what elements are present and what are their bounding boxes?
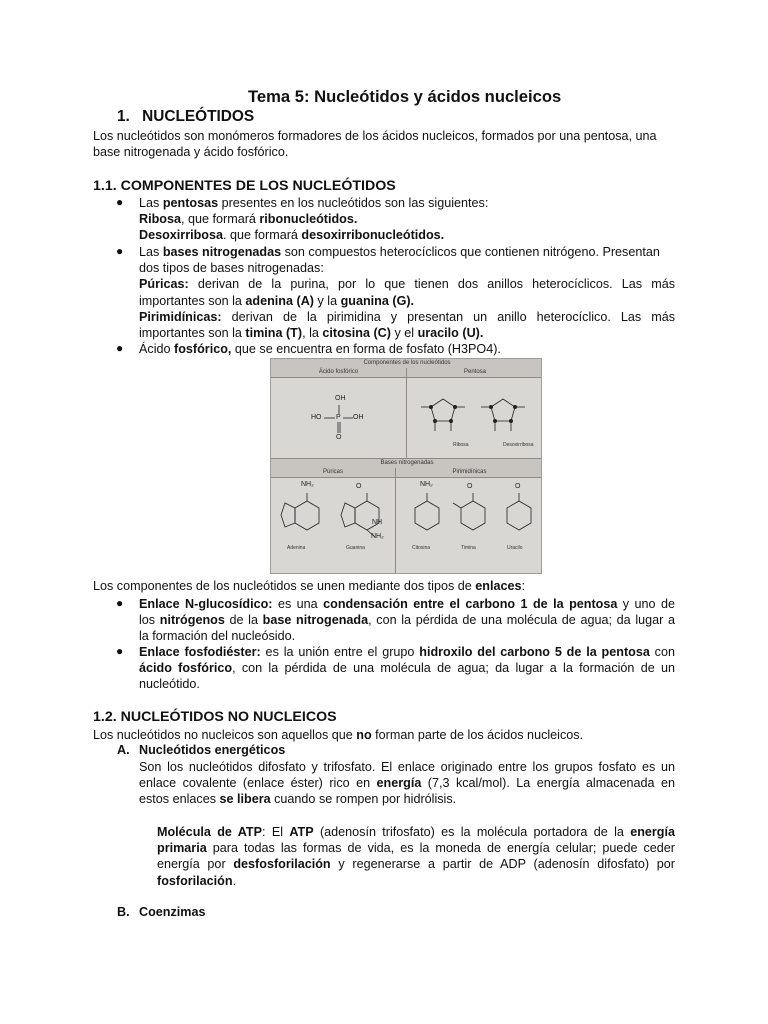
section-1-2-heading: 1.2. NUCLEÓTIDOS NO NUCLEICOS: [93, 709, 337, 725]
figure-label-guanina: Guanina: [346, 545, 365, 551]
label-a: A.: [117, 743, 130, 757]
text: importantes son la: [139, 326, 246, 341]
bases-line-2: dos tipos de bases nitrogenadas:: [139, 261, 324, 276]
term-pirimidinicas: Pirimidínicas:: [139, 309, 222, 324]
atp-line-1: [157, 824, 675, 840]
term-energia: energía: [376, 776, 422, 791]
term-molecula-atp: Molécula de ATP: [157, 825, 263, 839]
text: y la: [313, 293, 341, 308]
term-enlace-fosfodiester: Enlace fosfodiéster:: [139, 645, 261, 659]
chem-guanina-nh: NH: [372, 519, 383, 526]
intro-line-2: base nitrogenada y ácido fosfórico.: [93, 145, 289, 160]
figure-label-citosina: Citosina: [412, 545, 431, 551]
section-1-title: NUCLEÓTIDOS: [142, 108, 255, 125]
nucleotide-components-figure: [270, 358, 542, 574]
enlace-glucosidico-block: [139, 596, 675, 645]
term-energia: energía: [630, 825, 676, 839]
bullet-fosfodiester: ●: [116, 644, 124, 658]
text: Los nucleótidos no nucleicos son aquellos que: [93, 728, 357, 742]
text: cuando se rompen por hidrólisis.: [270, 792, 457, 807]
text: derivan de la purina, por lo que tienen dos anillos heterocíclicos. Las más: [188, 277, 675, 292]
text: es la unión entre el grupo: [260, 645, 420, 659]
bullet-fosforico: ●: [116, 341, 124, 355]
section-1-heading: [117, 108, 254, 126]
figure-label-ribosa: Ribosa: [453, 442, 469, 448]
term-nitrogenos: nitrógenos: [159, 613, 225, 628]
pyrimidine-structures: [405, 493, 541, 543]
section-1-2-intro: [93, 727, 675, 743]
enlaces-intro: [93, 578, 675, 594]
text: , que formará: [181, 212, 260, 227]
term-hidroxilo: hidroxilo del carbono 5 de la pentosa: [419, 645, 650, 659]
term-enlace-n-glucosidico: Enlace N-glucosídico:: [139, 597, 273, 611]
text: importantes son la: [139, 293, 246, 308]
text: los: [139, 613, 160, 628]
text: .: [232, 873, 237, 888]
atp-line-4: [157, 873, 675, 889]
text: :: [521, 579, 525, 593]
figure-divider: [406, 368, 407, 458]
term-enlaces: enlaces: [475, 579, 522, 593]
figure-pirimidinicas-header: Pirimidínicas: [396, 468, 542, 478]
figure-label-desoxirribosa: Desoxirribosa: [503, 442, 534, 448]
atp-line-2: [157, 840, 675, 856]
figure-label-uracilo: Uracilo: [507, 545, 523, 551]
bullet-glucosidico: ●: [116, 596, 124, 610]
text: Las: [139, 245, 163, 259]
figure-acido-header: Ácido fosfórico: [271, 368, 406, 378]
chem-p: P: [336, 414, 341, 421]
text: de la: [224, 613, 263, 628]
term-desfosforilacion: desfosforilación: [233, 857, 331, 872]
bullet-pentosas: ●: [116, 195, 124, 209]
text: y el: [390, 326, 418, 341]
puricas-line-1: [139, 276, 675, 292]
term-ribonucleotidos: ribonucleótidos.: [259, 212, 358, 227]
energeticos-line-3: [139, 791, 675, 807]
chem-citosina-nh2: NH₂: [420, 481, 433, 488]
term-no: no: [356, 728, 372, 742]
purine-structures: [277, 493, 397, 549]
text: enlace covalente (enlace éster) rico en: [139, 776, 377, 791]
text: (adenosín trifosfato) es la molécula portadora de la: [313, 825, 631, 839]
term-condensacion: condensación entre el carbono 1 de la pentosa: [323, 597, 618, 611]
puricas-line-2: [139, 293, 675, 309]
chem-guanina-nh2: NH₂: [371, 533, 384, 540]
chem-guanina-o: O: [356, 483, 362, 490]
atp-paragraph: [157, 824, 675, 889]
term-se-libera: se libera: [219, 792, 271, 807]
glucosidico-line-3: la formación del nucleósido.: [139, 629, 296, 644]
term-fosforilacion: fosforilación: [157, 873, 233, 888]
text: son compuestos heterocíclicos que contienen nitrógeno. Presentan: [281, 245, 660, 259]
pirimidinicas-line-2: [139, 325, 675, 341]
term-desoxirribonucleotidos: desoxirribonucleótidos.: [301, 228, 445, 243]
chem-ho: HO: [311, 414, 322, 421]
figure-puricas-header: Púricas: [271, 468, 395, 478]
text: : El: [262, 825, 290, 839]
phosphoric-acid-bonds: [311, 395, 371, 445]
text: Ácido: [139, 342, 175, 356]
figure-label-timina: Timina: [461, 545, 476, 551]
fosforico-line: [139, 341, 675, 357]
text: que se encuentra en forma de fosfato (H3PO4).: [231, 342, 501, 356]
text: y uno de: [617, 597, 675, 611]
chem-oh-top: OH: [335, 395, 346, 402]
text: , con la pérdida de una molécula de agua; da lugar a la formación de un: [232, 661, 675, 676]
section-1-number: 1.: [117, 108, 130, 125]
figure-bases-title: Bases nitrogenadas: [271, 459, 542, 469]
glucosidico-line-2: [139, 612, 675, 628]
chem-uracilo-o: O: [515, 483, 521, 490]
term-desoxirribosa: Desoxirribosa: [139, 228, 223, 243]
text: estos enlaces: [139, 792, 220, 807]
glucosidico-line-1: [139, 596, 675, 612]
text: derivan de la pirimidina y presentan un anillo heterocíclico. Las más: [221, 309, 675, 324]
bases-line-1: [139, 244, 675, 260]
desoxirribosa-line: [139, 227, 675, 243]
term-ribosa: Ribosa: [139, 212, 181, 227]
section-1-intro: [93, 128, 675, 160]
intro-line-1: Los nucleótidos son monómeros formadores de los ácidos nucleicos, formados por una pentosa, una: [93, 129, 657, 143]
term-fosforico: fosfórico,: [174, 342, 232, 356]
text: , la: [302, 326, 323, 341]
term-pentosas: pentosas: [162, 196, 219, 210]
term-timina: timina (T): [245, 326, 303, 341]
term-puricas: Púricas:: [139, 277, 189, 292]
bullet-bases: ●: [116, 244, 124, 258]
chem-oh-right: OH: [353, 414, 364, 421]
atp-line-3: [157, 856, 675, 872]
term-bases-nitrogenadas: bases nitrogenadas: [162, 245, 282, 259]
text: para todas las formas de vida, es la moneda de energía celular; puede ceder: [206, 841, 675, 856]
figure-label-adenina: Adenina: [287, 545, 306, 551]
fosfodiester-line-2: [139, 660, 675, 676]
ribosa-line: [139, 211, 675, 227]
term-primaria: primaria: [157, 841, 207, 856]
label-b: B.: [117, 905, 130, 919]
enlace-fosfodiester-block: [139, 644, 675, 693]
fosfodiester-line-1: [139, 644, 675, 660]
term-uracilo: uracilo (U).: [417, 326, 484, 341]
nucleotidos-energeticos-title: Nucleótidos energéticos: [139, 743, 286, 757]
energeticos-paragraph: [139, 759, 675, 808]
energeticos-line-2: [139, 775, 675, 791]
section-1-1-heading: 1.1. COMPONENTES DE LOS NUCLEÓTIDOS: [93, 178, 396, 194]
term-atp: ATP: [289, 825, 314, 839]
text: presentes en los nucleótidos son las siguientes:: [218, 196, 489, 210]
chem-o: O: [336, 434, 342, 441]
term-adenina: adenina (A): [245, 293, 314, 308]
chem-timina-o: O: [467, 483, 473, 490]
text: es una: [272, 597, 324, 611]
coenzimas-title: Coenzimas: [139, 905, 206, 919]
chem-adenina-nh2: NH₂: [301, 481, 314, 488]
energeticos-line-1: Son los nucleótidos difosfato y trifosfato. El enlace originado entre los grupos fosfato es un: [139, 760, 675, 774]
text: forman parte de los ácidos nucleicos.: [371, 728, 584, 742]
term-citosina: citosina (C): [322, 326, 391, 341]
pentosas-block: [139, 195, 675, 244]
term-guanina: guanina (G).: [340, 293, 415, 308]
page-title: Tema 5: Nucleótidos y ácidos nucleicos: [248, 87, 562, 106]
text: , con la pérdida de una molécula de agua; da lugar a: [368, 613, 675, 628]
text: y regenerarse a partir de ADP (adenosín difosfato) por: [330, 857, 675, 872]
text: . que formará: [223, 228, 302, 243]
fosfodiester-line-3: nucleótido.: [139, 677, 200, 692]
bases-block: [139, 244, 675, 341]
term-base-nitrogenada: base nitrogenada: [262, 613, 369, 628]
pirimidinicas-line-1: [139, 309, 675, 325]
text: Las: [139, 196, 163, 210]
text: (7,3 kcal/mol). La energía almacenada en: [421, 776, 675, 791]
text: energía por: [157, 857, 234, 872]
text: con: [649, 645, 675, 659]
term-acido-fosforico: ácido fosfórico: [139, 661, 233, 676]
text: Los componentes de los nucleótidos se unen mediante dos tipos de: [93, 579, 476, 593]
figure-pentosa-header: Pentosa: [407, 368, 542, 378]
pentosas-line: [139, 195, 675, 211]
pentose-structures: [413, 387, 538, 449]
figure-top-title: Componentes de los nucleótidos: [271, 359, 542, 369]
